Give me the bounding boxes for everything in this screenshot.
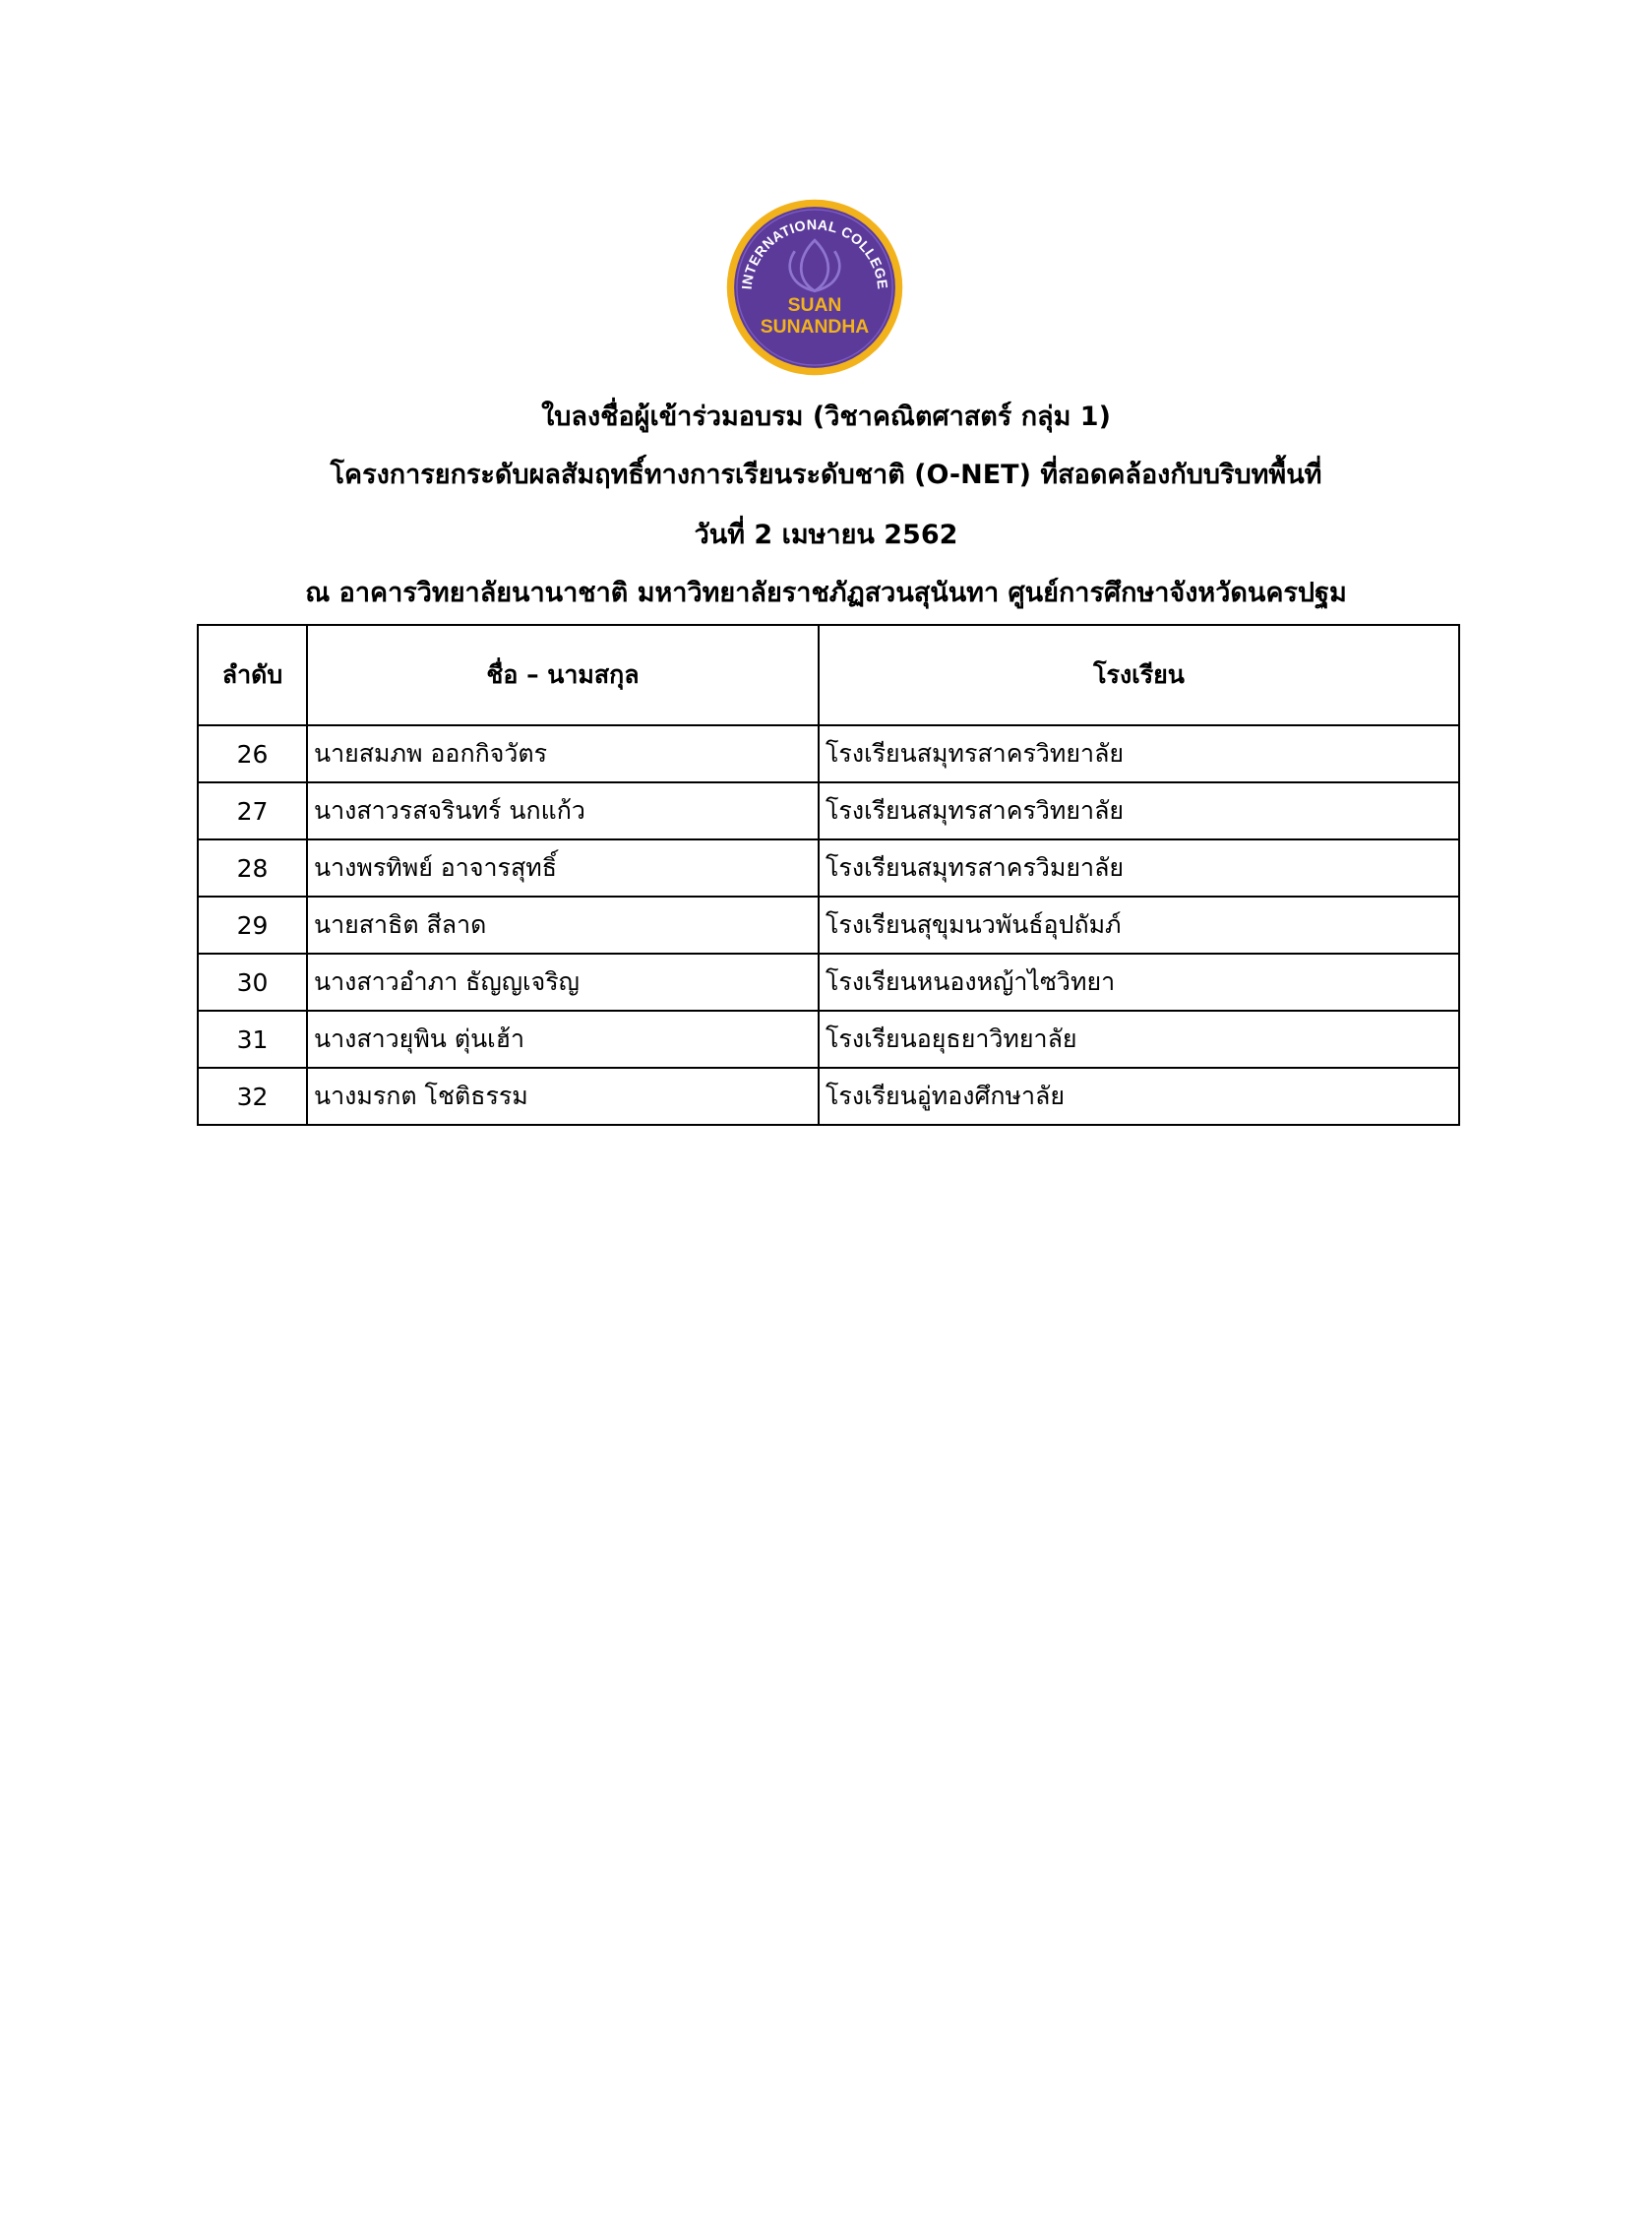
row-number: 28 [198,839,307,897]
logo-line2: SUNANDHA [760,317,870,338]
attendee-school: โรงเรียนอยุธยาวิทยาลัย [819,1011,1459,1068]
attendee-school: โรงเรียนสุขุมนวพันธ์อุปถัมภ์ [819,897,1459,954]
attendee-school: โรงเรียนสมุทรสาครวิทยาลัย [819,725,1459,782]
row-number: 29 [198,897,307,954]
attendee-name: นายสมภพ ออกกิจวัตร [307,725,819,782]
table-header-row [198,625,1459,725]
row-number: 26 [198,725,307,782]
attendee-name: นางสาวยุพิน ตุ่นเฮ้า [307,1011,819,1068]
column-header-number: ลำดับ [198,625,307,725]
attendee-name: นางพรทิพย์ อาจารสุทธิ์ [307,839,819,897]
attendee-school: โรงเรียนสมุทรสาครวิมยาลัย [819,839,1459,897]
table-row [198,782,1459,839]
attendee-name: นางสาวอำภา ธัญญเจริญ [307,954,819,1011]
row-number: 31 [198,1011,307,1068]
attendee-table [197,624,1460,1126]
project-title: โครงการยกระดับผลสัมฤทธิ์ทางการเรียนระดับชาติ (O-NET) ที่สอดคล้องกับบริบทพื้นที่ [330,460,1322,490]
sheet-title: ใบลงชื่อผู้เข้าร่วมอบรม (วิชาคณิตศาสตร์ กลุ่ม 1) [541,402,1111,432]
attendee-name: นายสาธิต สีลาด [307,897,819,954]
column-header-school: โรงเรียน [819,625,1459,725]
row-number: 32 [198,1068,307,1125]
attendee-school: โรงเรียนอู่ทองศึกษาลัย [819,1068,1459,1125]
logo-top-text: INTERNATIONAL COLLEGE [739,217,890,290]
row-number: 27 [198,782,307,839]
table-row [198,725,1459,782]
college-logo-graphic [724,197,905,378]
column-header-name: ชื่อ – นามสกุล [307,625,819,725]
table-row [198,954,1459,1011]
college-logo [724,197,905,378]
logo-line1: SUAN [787,294,842,316]
attendee-name: นางสาวรสจรินทร์ นกแก้ว [307,782,819,839]
event-venue: ณ อาคารวิทยาลัยนานาชาติ มหาวิทยาลัยราชภัฏสวนสุนันทา ศูนย์การศึกษาจังหวัดนครปฐม [305,578,1347,608]
table-row [198,897,1459,954]
attendee-school: โรงเรียนสมุทรสาครวิทยาลัย [819,782,1459,839]
attendee-name: นางมรกต โชติธรรม [307,1068,819,1125]
table-row [198,1011,1459,1068]
table-row [198,1068,1459,1125]
event-date: วันที่ 2 เมษายน 2562 [694,520,958,550]
table-row [198,839,1459,897]
row-number: 30 [198,954,307,1011]
attendee-school: โรงเรียนหนองหญ้าไซวิทยา [819,954,1459,1011]
